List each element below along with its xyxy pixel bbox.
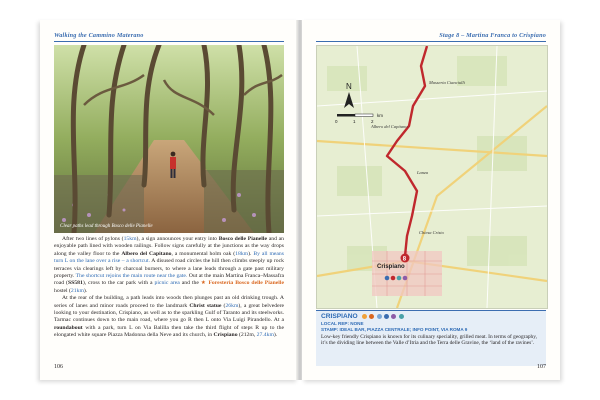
star-icon: ★ [200, 280, 207, 287]
map-illustration [317, 46, 547, 308]
paragraph-2: At the rear of the building, a path leads into woods then plunges past an old drinking trough. A series of lanes and minor roads proceed to the landmark Christ statue (26km), a great belvedere looking to your destination, Crispiano, as well as to the sparkling Gulf of Taranto and its steelworks. Tarmac continues down to the main road, where you go R then L onto Via Luigi Pirandello. At a roundabout with a park, turn L on Via Balilla then take the third flight of steps R up to the elongated white square Piazza Madonna della Neve and its church, in Crispiano (212m, 27.4km). [54, 295, 285, 339]
running-head-left: Walking the Cammino Materano [54, 32, 144, 39]
map-label-chiesa: Chiesa Cristo [419, 230, 444, 235]
map-label-crispiano: Crispiano [377, 264, 405, 270]
local-rep: LOCAL REP: NONE [321, 320, 364, 326]
running-head-right: Stage 8 – Martina Franca to Crispiano [439, 32, 546, 39]
body-text [54, 236, 284, 340]
paragraph-1: After two lines of pylons (15km), a sign announces your entry into Bosco delle Pianelle and an enjoyable path lined with wooden railings. Follow signs carefully at the junctions as the way drops along the valley floor to the Albero del Capitano, a monumental holm oak (18km). By all means turn L on the lane over a rise – a shortcut. A disused road circles the hill then climbs steeply up rock terraces via clearings left by charcoal burners, to where a lane leads through a gate past military property. The shortcut rejoins the main route near the gate. Out at the main Martina Franca–Massafra road (SS581), cross to the car park with a picnic area and the ★ Foresteria Bosco delle Pianelle hostel (21km). [54, 236, 285, 294]
map-label-masseria: Masseria Cianciulli [429, 80, 465, 85]
town-header [321, 314, 541, 321]
page-number-right: 107 [537, 364, 546, 370]
map-label-albero: Albero del Capitano [371, 124, 408, 129]
right-page [302, 20, 560, 380]
map-label-lanza: Lanza [417, 170, 429, 175]
svg-text:km: km [377, 113, 383, 118]
route-map [316, 45, 548, 309]
stamp-info: STAMP: IDEAL BAR, PIAZZA CENTRALE; INFO POINT, VIA ROMA 9 [321, 327, 468, 333]
photo-illustration [54, 45, 284, 233]
info-icon [384, 314, 389, 319]
page-number-left: 106 [54, 364, 63, 370]
town-description: Low-key friendly Crispiano is known for its culinary speciality, grilled meat. In terms of geography, it’s the dividing line between the Valle d’Itria and the Terra delle Gravine, the ‘land of the ravines’. [321, 333, 537, 347]
header-rule [54, 41, 284, 42]
svg-text:1: 1 [353, 119, 356, 124]
food-icon [369, 314, 374, 319]
accommodation-icon [362, 314, 367, 319]
shop-icon [391, 314, 396, 319]
stage-marker [401, 254, 410, 263]
water-icon [377, 314, 382, 319]
left-page [40, 20, 298, 380]
transport-icon [399, 314, 404, 319]
town-info-box [316, 310, 546, 366]
photo-caption: Clear paths lead through Bosco delle Pianelle [60, 224, 153, 229]
svg-text:8: 8 [402, 256, 407, 263]
svg-text:N: N [346, 82, 352, 91]
town-name: CRISPIANO [321, 313, 358, 320]
book-spread [40, 20, 560, 380]
header-rule [316, 41, 546, 42]
woodland-path-photo [54, 45, 284, 233]
svg-text:0: 0 [335, 119, 338, 124]
svg-text:2: 2 [371, 119, 374, 124]
